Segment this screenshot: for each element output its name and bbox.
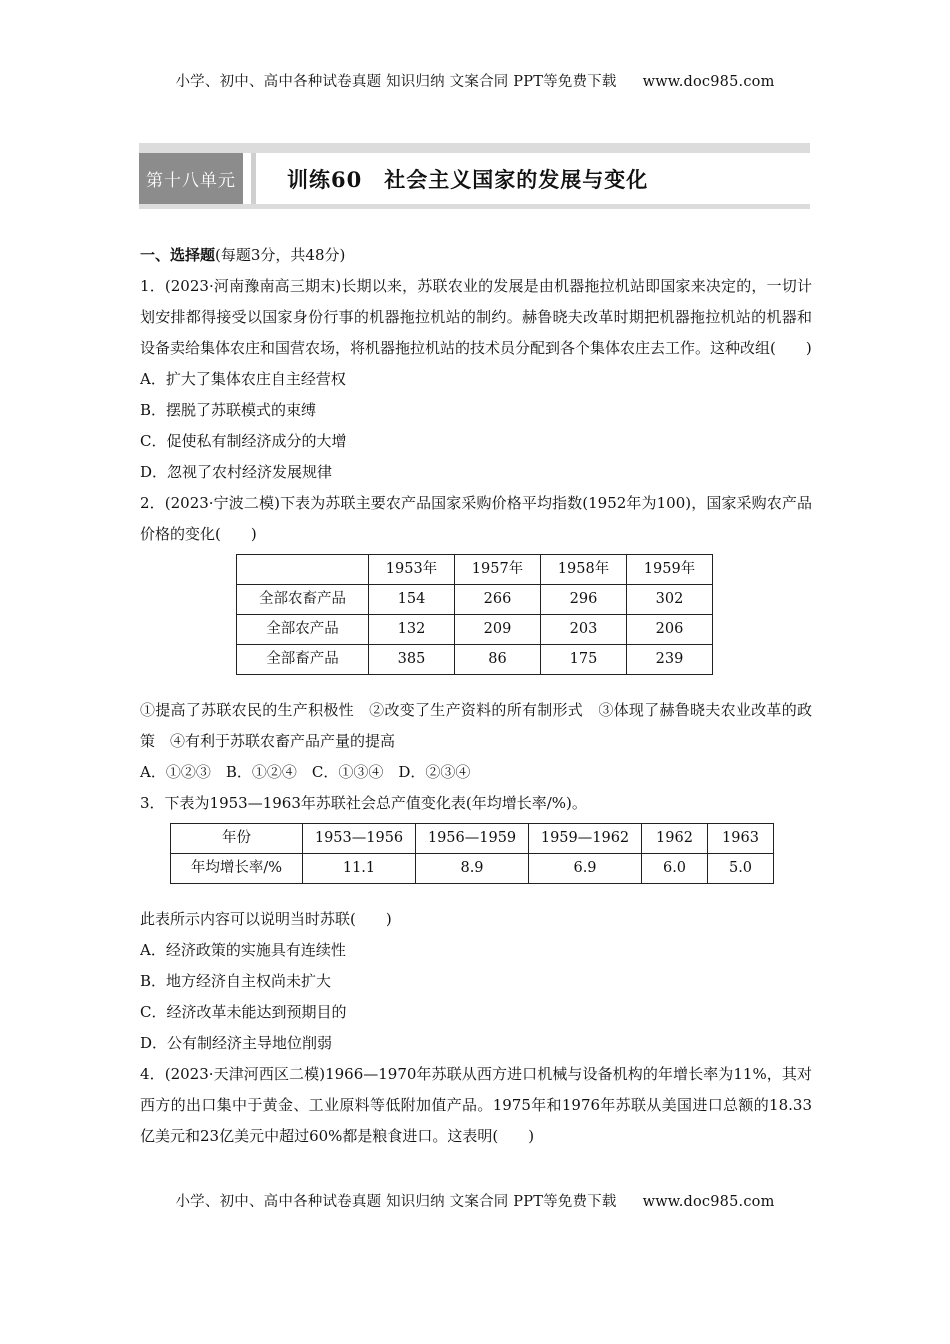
question-2-stem: 2．(2023·宁波二模)下表为苏联主要农产品国家采购价格平均指数(1952年为100)，国家采购农产品价格的变化( ) <box>140 494 812 543</box>
question-2-options: A．①②③ B．①②④ C．①③④ D．②③④ <box>140 763 471 781</box>
table-cell: 年均增长率/% <box>171 854 303 884</box>
table-header-cell: 1956—1959 <box>416 824 529 854</box>
table-cell: 209 <box>455 615 541 645</box>
table-cell: 6.0 <box>642 854 708 884</box>
question-3-question: 此表所示内容可以说明当时苏联( ) <box>140 910 392 928</box>
table-header-cell: 1953—1956 <box>303 824 416 854</box>
table-cell: 296 <box>541 585 627 615</box>
question-1-option-a: A．扩大了集体农庄自主经营权 <box>140 370 346 388</box>
unit-banner <box>139 143 810 213</box>
header-text: 小学、初中、高中各种试卷真题 知识归纳 文案合同 PPT等免费下载 <box>175 74 617 90</box>
page-footer <box>0 1190 950 1211</box>
table-cell: 203 <box>541 615 627 645</box>
banner-divider <box>251 153 256 209</box>
table-cell: 全部畜产品 <box>237 645 369 675</box>
table-cell: 302 <box>627 585 713 615</box>
question-3-stem: 3．下表为1953—1963年苏联社会总产值变化表(年均增长率/%)。 <box>140 794 587 812</box>
header-site: www.doc985.com <box>642 74 775 90</box>
unit-label: 第十八单元 <box>139 153 243 204</box>
table-header-cell: 1953年 <box>369 555 455 585</box>
table-cell: 5.0 <box>708 854 774 884</box>
table-cell: 全部农畜产品 <box>237 585 369 615</box>
table-cell: 8.9 <box>416 854 529 884</box>
question-4-stem: 4．(2023·天津河西区二模)1966—1970年苏联从西方进口机械与设备机构的年增长率为11%，其对西方的出口集中于黄金、工业原料等低附加值产品。1975年和1976年苏联从美国进口总额的18.33亿美元和23亿美元中超过60%都是粮食进口。这表明( ) <box>140 1065 812 1145</box>
banner-top-bar <box>139 143 810 153</box>
table-cell: 206 <box>627 615 713 645</box>
banner-bottom-bar <box>139 204 810 209</box>
question-1-option-d: D．忽视了农村经济发展规律 <box>140 463 333 481</box>
page-title: 训练60 社会主义国家的发展与变化 <box>287 166 649 192</box>
section-heading <box>140 240 812 271</box>
table-header-cell: 1959年 <box>627 555 713 585</box>
footer-text: 小学、初中、高中各种试卷真题 知识归纳 文案合同 PPT等免费下载 <box>175 1194 617 1210</box>
table-cell: 6.9 <box>529 854 642 884</box>
table-row <box>237 615 713 645</box>
growth-rate-table <box>170 823 774 884</box>
table-cell: 11.1 <box>303 854 416 884</box>
question-1-stem: 1．(2023·河南豫南高三期末)长期以来，苏联农业的发展是由机器拖拉机站即国家来决定的，一切计划安排都得接受以国家身份行事的机器拖拉机站的制约。赫鲁晓夫改革时期把机器拖拉机站的机器和设备卖给集体农庄和国营农场，将机器拖拉机站的技术员分配到各个集体农庄去工作。这种改组( ) <box>140 277 812 357</box>
question-3-option-a: A．经济政策的实施具有连续性 <box>140 941 346 959</box>
table-cell: 175 <box>541 645 627 675</box>
table-header-cell: 1959—1962 <box>529 824 642 854</box>
question-1-option-b: B．摆脱了苏联模式的束缚 <box>140 401 317 419</box>
question-1-option-c: C．促使私有制经济成分的大增 <box>140 432 347 450</box>
question-2-statements: ①提高了苏联农民的生产积极性 ②改变了生产资料的所有制形式 ③体现了赫鲁晓夫农业改革的政策 ④有利于苏联农畜产品产量的提高 <box>140 701 812 750</box>
question-3-option-b: B．地方经济自主权尚未扩大 <box>140 972 332 990</box>
table-header-row <box>171 824 774 854</box>
table-cell: 239 <box>627 645 713 675</box>
table-row <box>237 585 713 615</box>
question-3-option-c: C．经济改革未能达到预期目的 <box>140 1003 347 1021</box>
document-body <box>140 240 812 1152</box>
table-header-cell <box>237 555 369 585</box>
section-note: (每题3分，共48分) <box>215 246 346 264</box>
table-cell: 全部农产品 <box>237 615 369 645</box>
table-header-cell: 1963 <box>708 824 774 854</box>
table-row <box>237 645 713 675</box>
table-cell: 132 <box>369 615 455 645</box>
price-index-table <box>236 554 713 675</box>
table-cell: 266 <box>455 585 541 615</box>
table-cell: 86 <box>455 645 541 675</box>
table-cell: 154 <box>369 585 455 615</box>
page-header <box>0 70 950 91</box>
table-cell: 385 <box>369 645 455 675</box>
footer-site: www.doc985.com <box>642 1194 775 1210</box>
question-3-option-d: D．公有制经济主导地位削弱 <box>140 1034 333 1052</box>
table-header-cell: 1957年 <box>455 555 541 585</box>
table-header-cell: 1962 <box>642 824 708 854</box>
table-header-cell: 1958年 <box>541 555 627 585</box>
section-title: 一、选择题 <box>140 246 216 264</box>
table-header-row <box>237 555 713 585</box>
table-row <box>171 854 774 884</box>
table-header-cell: 年份 <box>171 824 303 854</box>
